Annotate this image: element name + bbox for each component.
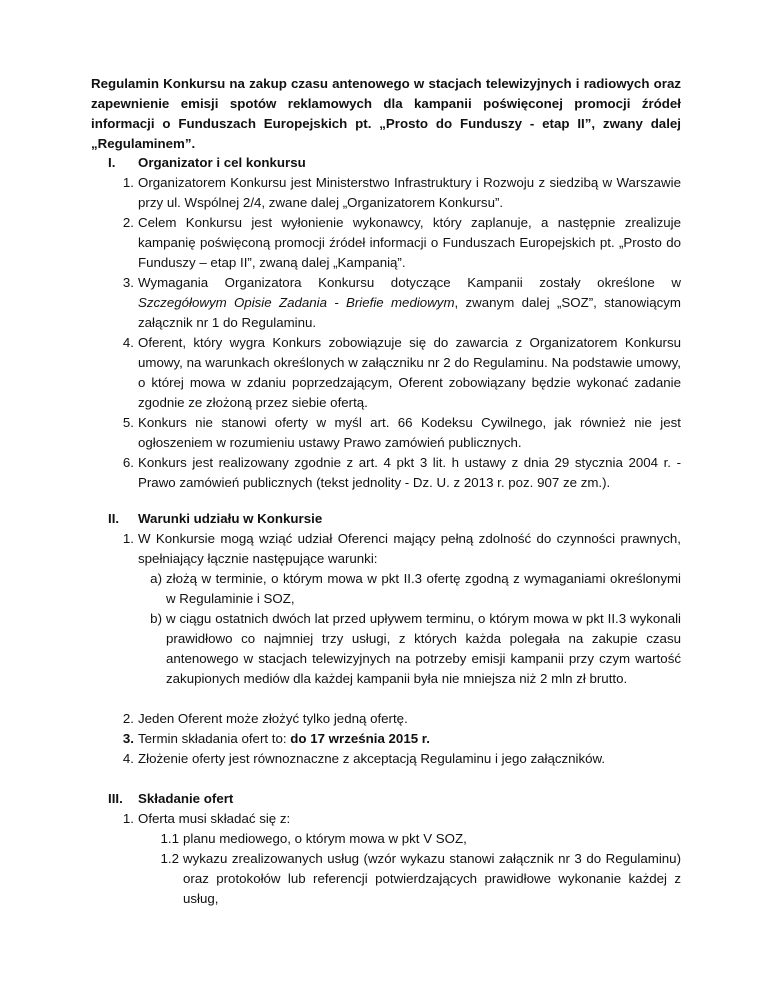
section-title: Składanie ofert	[138, 791, 234, 806]
item-text: Jeden Oferent może złożyć tylko jedną ofertę.	[138, 711, 408, 726]
item-number: a)	[150, 571, 162, 586]
list-item	[91, 273, 681, 333]
item-text: Konkurs jest realizowany zgodnie z art. 4 pkt 3 lit. h ustawy z dnia 29 stycznia 2004 r. - Prawo zamówień publicznych (tekst jednolity - Dz. U. z 2013 r. poz. 907 ze zm.).	[138, 455, 681, 490]
list-item	[91, 809, 681, 829]
item-number: 1.	[122, 175, 134, 190]
list-item	[91, 709, 681, 729]
list-item	[91, 413, 681, 453]
section-heading	[91, 789, 233, 809]
section-heading	[91, 509, 322, 529]
item-text: planu mediowego, o którym mowa w pkt V SOZ,	[183, 831, 467, 846]
section-number: II.	[108, 511, 120, 526]
item-text: Organizatorem Konkursu jest Ministerstwo Infrastruktury i Rozwoju z siedzibą w Warszawie przy ul. Wspólnej 2/4, zwane dalej „Organizatorem Konkursu”.	[138, 175, 681, 210]
item-number: 1.1	[160, 831, 179, 846]
item-number: 5.	[122, 415, 134, 430]
list-item	[160, 829, 681, 849]
item-text: w ciągu ostatnich dwóch lat przed upływem terminu, o którym mowa w pkt II.3 wykonali prawidłowo co najmniej trzy usługi, z których każda polegała na zakupie czasu antenowego w stacjach telewizyjnych na potrzeby emisji kampanii przy czym wartość zakupionych mediów dla każdej kampanii była nie mniejsza niż 2 mln zł brutto.	[166, 611, 681, 686]
item-number: 6.	[122, 455, 134, 470]
item-text: Oferta musi składać się z:	[138, 811, 291, 826]
item-text: złożą w terminie, o którym mowa w pkt II.3 ofertę zgodną z wymaganiami określonymi w Regulaminie i SOZ,	[166, 571, 681, 606]
list-item	[150, 569, 681, 609]
item-number: 3.	[122, 275, 134, 290]
list-item	[91, 749, 681, 769]
item-text: W Konkursie mogą wziąć udział Oferenci mający pełną zdolność do czynności prawnych, spełniający łącznie następujące warunki:	[138, 531, 681, 566]
section-title: Warunki udziału w Konkursie	[138, 511, 323, 526]
list-item	[91, 729, 681, 749]
list-item	[91, 529, 681, 569]
item-text: Wymagania Organizatora Konkursu dotyczące Kampanii zostały określone w Szczegółowym Opisie Zadania - Briefie mediowym, zwanym dalej „SOZ”, stanowiącym załącznik nr 1 do Regulaminu.	[138, 275, 681, 330]
list-item	[91, 333, 681, 413]
item-number: 1.	[122, 531, 134, 546]
item-number: 4.	[122, 751, 134, 766]
list-item	[160, 849, 681, 909]
item-number: 1.2	[160, 851, 179, 866]
item-text: Celem Konkursu jest wyłonienie wykonawcy, który zaplanuje, a następnie zrealizuje kampanię poświęconą promocji źródeł informacji o Funduszach Europejskich pt. „Prosto do Funduszy – etap II”, zwaną dalej „Kampanią”.	[138, 215, 681, 270]
item-number: 2.	[122, 711, 134, 726]
section-title: Organizator i cel konkursu	[138, 155, 306, 170]
item-text: Termin składania ofert to: do 17 września 2015 r.	[138, 731, 430, 746]
item-number: 2.	[122, 215, 134, 230]
item-text: Konkurs nie stanowi oferty w myśl art. 66 Kodeksu Cywilnego, jak również nie jest ogłoszeniem w rozumieniu ustawy Prawo zamówień publicznych.	[138, 415, 681, 450]
list-item	[91, 453, 681, 493]
item-number: b)	[150, 611, 162, 626]
item-text: Złożenie oferty jest równoznaczne z akceptacją Regulaminu i jego załączników.	[138, 751, 606, 766]
list-item	[91, 173, 681, 213]
section-heading	[91, 153, 306, 173]
section-number: III.	[108, 791, 123, 806]
item-number: 3.	[122, 731, 134, 746]
list-item	[150, 609, 681, 689]
list-item	[91, 213, 681, 273]
item-number: 1.	[122, 811, 134, 826]
item-text: Oferent, który wygra Konkurs zobowiązuje się do zawarcia z Organizatorem Konkursu umowy, na warunkach określonych w załączniku nr 2 do Regulaminu. Na podstawie umowy, o której mowa w zdaniu poprzedzającym, Oferent zobowiązany będzie wykonać zadanie zgodnie ze złożoną przez siebie ofertą.	[138, 335, 681, 410]
item-number: 4.	[122, 335, 134, 350]
section-number: I.	[108, 155, 116, 170]
item-text: wykazu zrealizowanych usług (wzór wykazu stanowi załącznik nr 3 do Regulaminu) oraz protokołów lub referencji potwierdzających prawidłowe wykonanie każdej z usług,	[183, 851, 681, 906]
document-title: Regulamin Konkursu na zakup czasu antenowego w stacjach telewizyjnych i radiowych oraz zapewnienie emisji spotów reklamowych dla kampanii poświęconej promocji źródeł informacji o Funduszach Europejskich pt. „Prosto do Funduszy - etap II”, zwany dalej „Regulaminem”.	[91, 76, 681, 151]
